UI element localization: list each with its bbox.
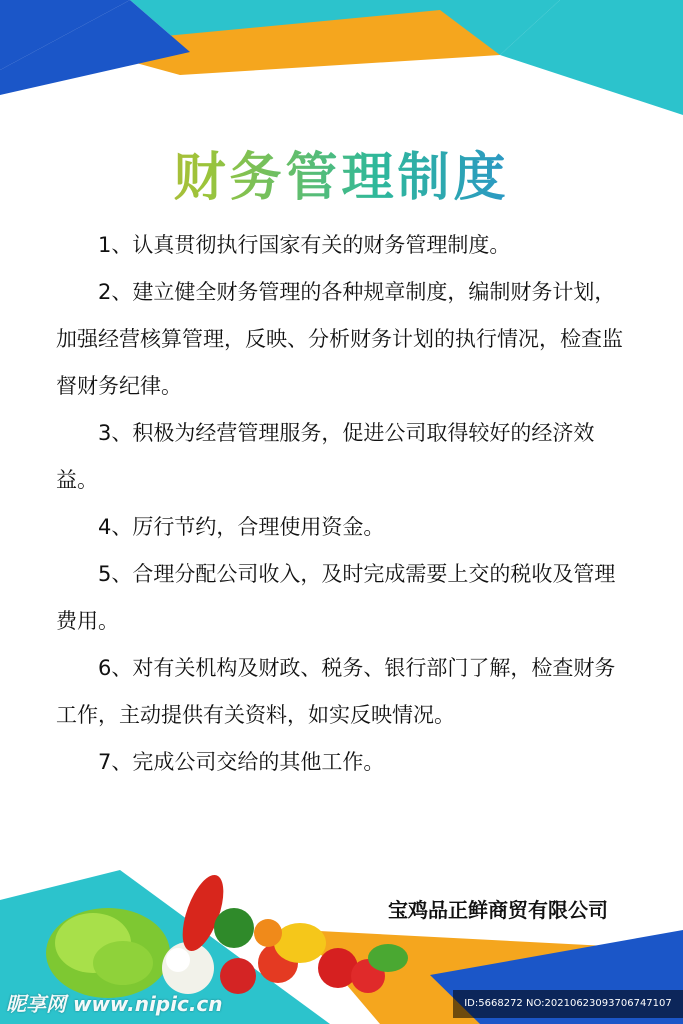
page-title: 财务管理制度	[0, 142, 683, 214]
image-id-bar: ID:5668272 NO:20210623093706747107	[453, 990, 683, 1018]
clause-4: 4、厉行节约，合理使用资金。	[98, 515, 385, 539]
vegetables-illustration	[38, 868, 408, 1008]
regulation-body	[56, 222, 636, 786]
clause-2: 2、建立健全财务管理的各种规章制度，编制财务计划，加强经营核算管理，反映、分析财务计划的执行情况，检查监督财务纪律。	[56, 280, 623, 398]
clause-1: 1、认真贯彻执行国家有关的财务管理制度。	[98, 233, 511, 257]
clause-3: 3、积极为经营管理服务，促进公司取得较好的经济效益。	[56, 421, 595, 492]
clause-5: 5、合理分配公司收入，及时完成需要上交的税收及管理费用。	[56, 562, 616, 633]
clause-7: 7、完成公司交给的其他工作。	[98, 750, 385, 774]
company-name: 宝鸡品正鲜商贸有限公司	[388, 898, 608, 922]
nipic-watermark: 昵享网 www.nipic.cn	[6, 992, 223, 1016]
clause-6: 6、对有关机构及财政、税务、银行部门了解，检查财务工作，主动提供有关资料，如实反映情况。	[56, 656, 616, 727]
